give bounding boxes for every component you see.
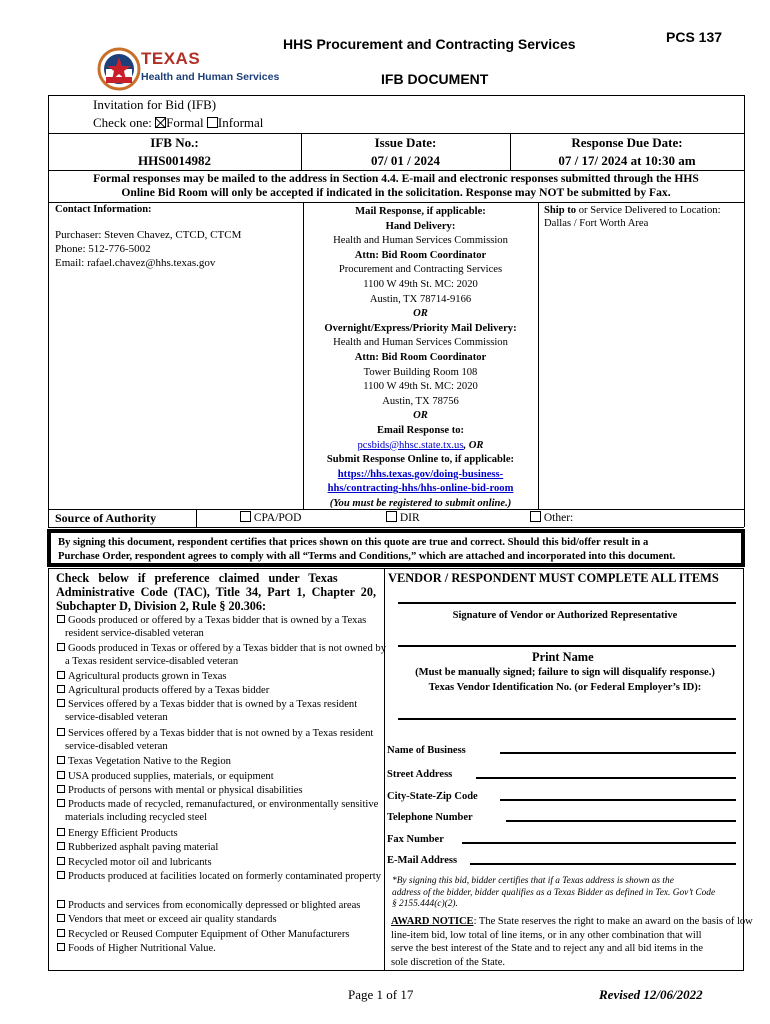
preference-checkbox[interactable] bbox=[57, 785, 65, 793]
ship-to-heading: Ship to bbox=[544, 205, 577, 216]
city-state-zip-field[interactable] bbox=[500, 799, 736, 801]
page-title: HHS Procurement and Contracting Services bbox=[283, 36, 576, 52]
preference-checkbox[interactable] bbox=[57, 943, 65, 951]
award-notice-label: AWARD NOTICE bbox=[391, 916, 474, 927]
preference-item[interactable] bbox=[55, 928, 390, 941]
preference-item[interactable] bbox=[55, 784, 390, 797]
texas-hhs-logo bbox=[97, 47, 280, 91]
signature-line[interactable] bbox=[398, 602, 736, 604]
preference-checkbox[interactable] bbox=[57, 929, 65, 937]
authority-dir bbox=[386, 511, 420, 524]
preference-checkbox[interactable] bbox=[57, 842, 65, 850]
overnight-city: Austin, TX 78756 bbox=[382, 395, 459, 407]
page-number bbox=[348, 987, 413, 1003]
page-number-text: Page 1 of 17 bbox=[348, 987, 414, 1002]
award-line-3: serve the best interest of the State and to reject any and all bid items in the bbox=[391, 943, 703, 955]
business-name-field[interactable] bbox=[500, 752, 736, 754]
preference-item[interactable] bbox=[55, 727, 390, 753]
hand-delivery-heading: Hand Delivery: bbox=[385, 220, 456, 232]
online-heading: Submit Response Online to, if applicable: bbox=[326, 454, 515, 466]
signature-label: Signature of Vendor or Authorized Representative bbox=[452, 610, 678, 621]
preference-checkbox[interactable] bbox=[57, 685, 65, 693]
texas-seal-icon bbox=[97, 47, 143, 91]
preference-item[interactable] bbox=[55, 841, 390, 854]
mail-heading: Mail Response, if applicable: bbox=[355, 206, 486, 217]
dir-label: DIR bbox=[399, 512, 420, 524]
certify-line-3: § 2155.444(c)(2). bbox=[392, 899, 458, 910]
preference-item-label: USA produced supplies, materials, or equipment bbox=[68, 771, 274, 782]
email-response-line bbox=[303, 439, 538, 454]
preference-checkbox[interactable] bbox=[57, 857, 65, 865]
tvin-line[interactable] bbox=[398, 718, 736, 720]
online-bid-room-link-2[interactable]: hhs/contracting-hhs/hhs-online-bid-room bbox=[327, 483, 514, 495]
preference-item[interactable] bbox=[55, 670, 390, 683]
preference-item[interactable] bbox=[55, 614, 390, 640]
mail-or-1: OR bbox=[413, 308, 428, 320]
preference-item-label: Services offered by a Texas bidder that is owned by a Texas resident service-disabled veteran bbox=[65, 699, 358, 723]
form-number: PCS 137 bbox=[666, 29, 723, 45]
preference-item-label: Goods produced or offered by a Texas bidder that is owned by a Texas resident service-disabled veteran bbox=[65, 615, 367, 639]
preference-item[interactable] bbox=[55, 798, 390, 824]
award-line-1: : The State reserves the right to make an award on the basis of low bbox=[473, 916, 753, 927]
preference-checkbox[interactable] bbox=[57, 900, 65, 908]
check-one bbox=[93, 115, 263, 131]
ifb-number-label: IFB No.: bbox=[150, 135, 199, 150]
bid-type-label: Invitation for Bid (IFB) bbox=[93, 97, 217, 112]
registration-note: (You must be registered to submit online.) bbox=[329, 497, 512, 509]
preference-heading-3: Subchapter D, Division 2, Rule § 20.306: bbox=[56, 599, 267, 613]
preference-item-label: Recycled motor oil and lubricants bbox=[68, 857, 212, 868]
authority-other bbox=[530, 511, 573, 524]
informal-checkbox[interactable] bbox=[207, 117, 218, 128]
preference-item-label: Products of persons with mental or physical disabilities bbox=[68, 785, 303, 796]
preference-item-label: Recycled or Reused Computer Equipment of Other Manufacturers bbox=[68, 929, 350, 940]
preference-item-label: Products made of recycled, remanufactured, or environmentally sensitive materials including recycled steel bbox=[65, 799, 379, 823]
preference-item[interactable] bbox=[55, 770, 390, 783]
fax-field[interactable] bbox=[462, 842, 736, 844]
preference-heading-1: Check below if preference claimed under Texas bbox=[56, 571, 338, 585]
formal-label: Formal bbox=[166, 115, 204, 130]
email-response-heading: Email Response to: bbox=[376, 424, 465, 436]
formal-notice-line-1: Formal responses may be mailed to the address in Section 4.4. E-mail and electronic responses submitted through the HHS bbox=[93, 172, 699, 185]
email-field[interactable] bbox=[470, 863, 736, 865]
authority-cpa bbox=[240, 511, 301, 524]
preference-checkbox[interactable] bbox=[57, 615, 65, 623]
formal-checkbox[interactable] bbox=[155, 117, 166, 128]
preference-checkbox[interactable] bbox=[57, 728, 65, 736]
preference-item[interactable] bbox=[55, 942, 390, 955]
email-or: , OR bbox=[463, 439, 484, 451]
preference-item[interactable] bbox=[55, 870, 390, 883]
source-of-authority-label: Source of Authority bbox=[55, 511, 157, 525]
cpa-pod-checkbox[interactable] bbox=[240, 511, 251, 522]
preference-item-label: Foods of Higher Nutritional Value. bbox=[68, 943, 216, 954]
business-name-text: Name of Business bbox=[387, 745, 466, 756]
logo-state: TEXAS bbox=[141, 49, 201, 68]
overnight-street: 1100 W 49th St. MC: 2020 bbox=[363, 381, 478, 393]
telephone-field[interactable] bbox=[506, 820, 736, 822]
telephone-label: Telephone Number bbox=[387, 812, 473, 823]
document-subtitle: IFB DOCUMENT bbox=[381, 71, 489, 87]
preference-item[interactable] bbox=[55, 642, 390, 668]
formal-notice-line-2: Online Bid Room will only be accepted if indicated in the solicitation. Response may NOT be submitted by Fax. bbox=[121, 186, 671, 199]
preference-item[interactable] bbox=[55, 698, 390, 724]
preference-item-label: Rubberized asphalt paving material bbox=[68, 842, 219, 853]
overnight-agency: Health and Human Services Commission bbox=[333, 337, 508, 349]
overnight-attn: Attn: Bid Room Coordinator bbox=[354, 351, 487, 363]
mail-city: Austin, TX 78714-9166 bbox=[369, 293, 472, 305]
preference-item-label: Products produced at facilities located on formerly contaminated property bbox=[68, 871, 381, 882]
award-line-4: sole discretion of the State. bbox=[391, 956, 506, 968]
issue-date-label: Issue Date: bbox=[374, 135, 437, 150]
preference-item[interactable] bbox=[55, 755, 390, 768]
preference-checkbox[interactable] bbox=[57, 799, 65, 807]
preference-item[interactable] bbox=[55, 684, 390, 697]
preference-item-label: Services offered by a Texas bidder that is not owned by a Texas resident service-disabled veteran bbox=[65, 728, 374, 752]
ship-to-text: or Service Delivered to Location: bbox=[576, 205, 721, 216]
other-label: Other: bbox=[543, 512, 574, 524]
informal-label: Informal bbox=[217, 115, 264, 130]
certify-line-2: address of the bidder, bidder qualifies as a Texas Bidder as defined in Tex. Gov’t Code bbox=[392, 887, 716, 898]
preference-item-label: Goods produced in Texas or offered by a Texas bidder that is not owned by a Texas resident service-disabled veteran bbox=[65, 643, 387, 667]
print-name-line[interactable] bbox=[398, 645, 736, 647]
manual-sign-note: (Must be manually signed; failure to sign will disqualify response.) bbox=[415, 667, 715, 678]
ship-to-location: Dallas / Fort Worth Area bbox=[544, 218, 649, 229]
mail-dept: Procurement and Contracting Services bbox=[338, 264, 503, 276]
certify-line-1: *By signing this bid, bidder certifies that if a Texas address is shown as the bbox=[392, 876, 674, 886]
ship-to-block bbox=[544, 204, 740, 230]
cpa-pod-label: CPA/POD bbox=[253, 512, 302, 524]
phone: Phone: 512-776-5002 bbox=[55, 243, 151, 255]
revised-date: Revised 12/06/2022 bbox=[599, 987, 703, 1002]
preference-item-label: Texas Vegetation Native to the Region bbox=[68, 756, 231, 767]
preference-checkbox[interactable] bbox=[57, 671, 65, 679]
award-line-2: line-item bid, low total of line items, or in any other combination that will bbox=[391, 929, 702, 941]
signing-line-1: By signing this document, respondent certifies that prices shown on this quote are true and correct. Should this bid/offer result in a bbox=[58, 537, 649, 548]
preference-checkbox[interactable] bbox=[57, 871, 65, 879]
online-bid-room-link-1[interactable]: https://hhs.texas.gov/doing-business- bbox=[337, 468, 504, 480]
due-date-label: Response Due Date: bbox=[571, 135, 683, 150]
signing-line-2: Purchase Order, respondent agrees to comply with all “Terms and Conditions,” which are attached and incorporated into this document. bbox=[58, 551, 676, 562]
mail-agency: Health and Human Services Commission bbox=[333, 235, 508, 247]
mail-or-2: OR bbox=[413, 410, 428, 422]
street-address-field[interactable] bbox=[476, 777, 736, 779]
mail-response-block bbox=[303, 205, 538, 511]
preference-item-label: Products and services from economically depressed or blighted areas bbox=[68, 900, 361, 911]
preference-item[interactable] bbox=[55, 913, 390, 926]
business-name-label bbox=[387, 745, 466, 756]
purchaser: Purchaser: Steven Chavez, CTCD, CTCM bbox=[55, 229, 242, 241]
preference-item-label: Energy Efficient Products bbox=[68, 828, 178, 839]
dir-checkbox[interactable] bbox=[386, 511, 397, 522]
texas-bidder-certification bbox=[392, 876, 738, 911]
mail-attn: Attn: Bid Room Coordinator bbox=[354, 249, 487, 261]
award-notice bbox=[391, 915, 753, 969]
city-state-zip-label: City-State-Zip Code bbox=[387, 791, 478, 802]
preference-checkbox[interactable] bbox=[57, 643, 65, 651]
ifb-number: HHS0014982 bbox=[138, 153, 211, 168]
vendor-heading: VENDOR / RESPONDENT MUST COMPLETE ALL ITEMS bbox=[388, 571, 719, 585]
overnight-heading: Overnight/Express/Priority Mail Delivery: bbox=[324, 322, 517, 334]
email-label: E-Mail Address bbox=[387, 855, 458, 866]
preference-checkbox[interactable] bbox=[57, 828, 65, 836]
logo-agency: Health and Human Services bbox=[141, 71, 280, 83]
street-address-label: Street Address bbox=[387, 769, 453, 780]
due-date: 07 / 17/ 2024 at 10:30 am bbox=[558, 153, 696, 168]
other-checkbox[interactable] bbox=[530, 511, 541, 522]
preference-item-label: Vendors that meet or exceed air quality standards bbox=[68, 914, 277, 925]
preference-checkbox[interactable] bbox=[57, 771, 65, 779]
mail-street: 1100 W 49th St. MC: 2020 bbox=[363, 278, 478, 290]
issue-date: 07/ 01 / 2024 bbox=[371, 153, 440, 168]
fax-label: Fax Number bbox=[387, 834, 444, 845]
tvin-label: Texas Vendor Identification No. (or Federal Employer’s ID): bbox=[428, 682, 702, 693]
preference-heading-2: Administrative Code (TAC), Title 34, Part 1, Chapter 20, bbox=[56, 585, 377, 599]
print-name-label: Print Name bbox=[532, 650, 594, 664]
preference-item[interactable] bbox=[55, 856, 390, 869]
preference-item-label: Agricultural products offered by a Texas bidder bbox=[68, 685, 270, 696]
preference-item-label: Agricultural products grown in Texas bbox=[68, 671, 227, 682]
contact-email: Email: rafael.chavez@hhs.texas.gov bbox=[55, 257, 216, 269]
overnight-room: Tower Building Room 108 bbox=[363, 366, 478, 378]
preference-checkbox[interactable] bbox=[57, 699, 65, 707]
contact-heading: Contact Information: bbox=[55, 204, 152, 215]
preference-checkbox[interactable] bbox=[57, 914, 65, 922]
preference-item[interactable] bbox=[55, 827, 390, 840]
preference-item[interactable] bbox=[55, 899, 390, 912]
preference-checkbox[interactable] bbox=[57, 756, 65, 764]
bid-email-link[interactable]: pcsbids@hhsc.state.tx.us bbox=[357, 439, 464, 451]
check-one-label: Check one: bbox=[93, 115, 152, 130]
